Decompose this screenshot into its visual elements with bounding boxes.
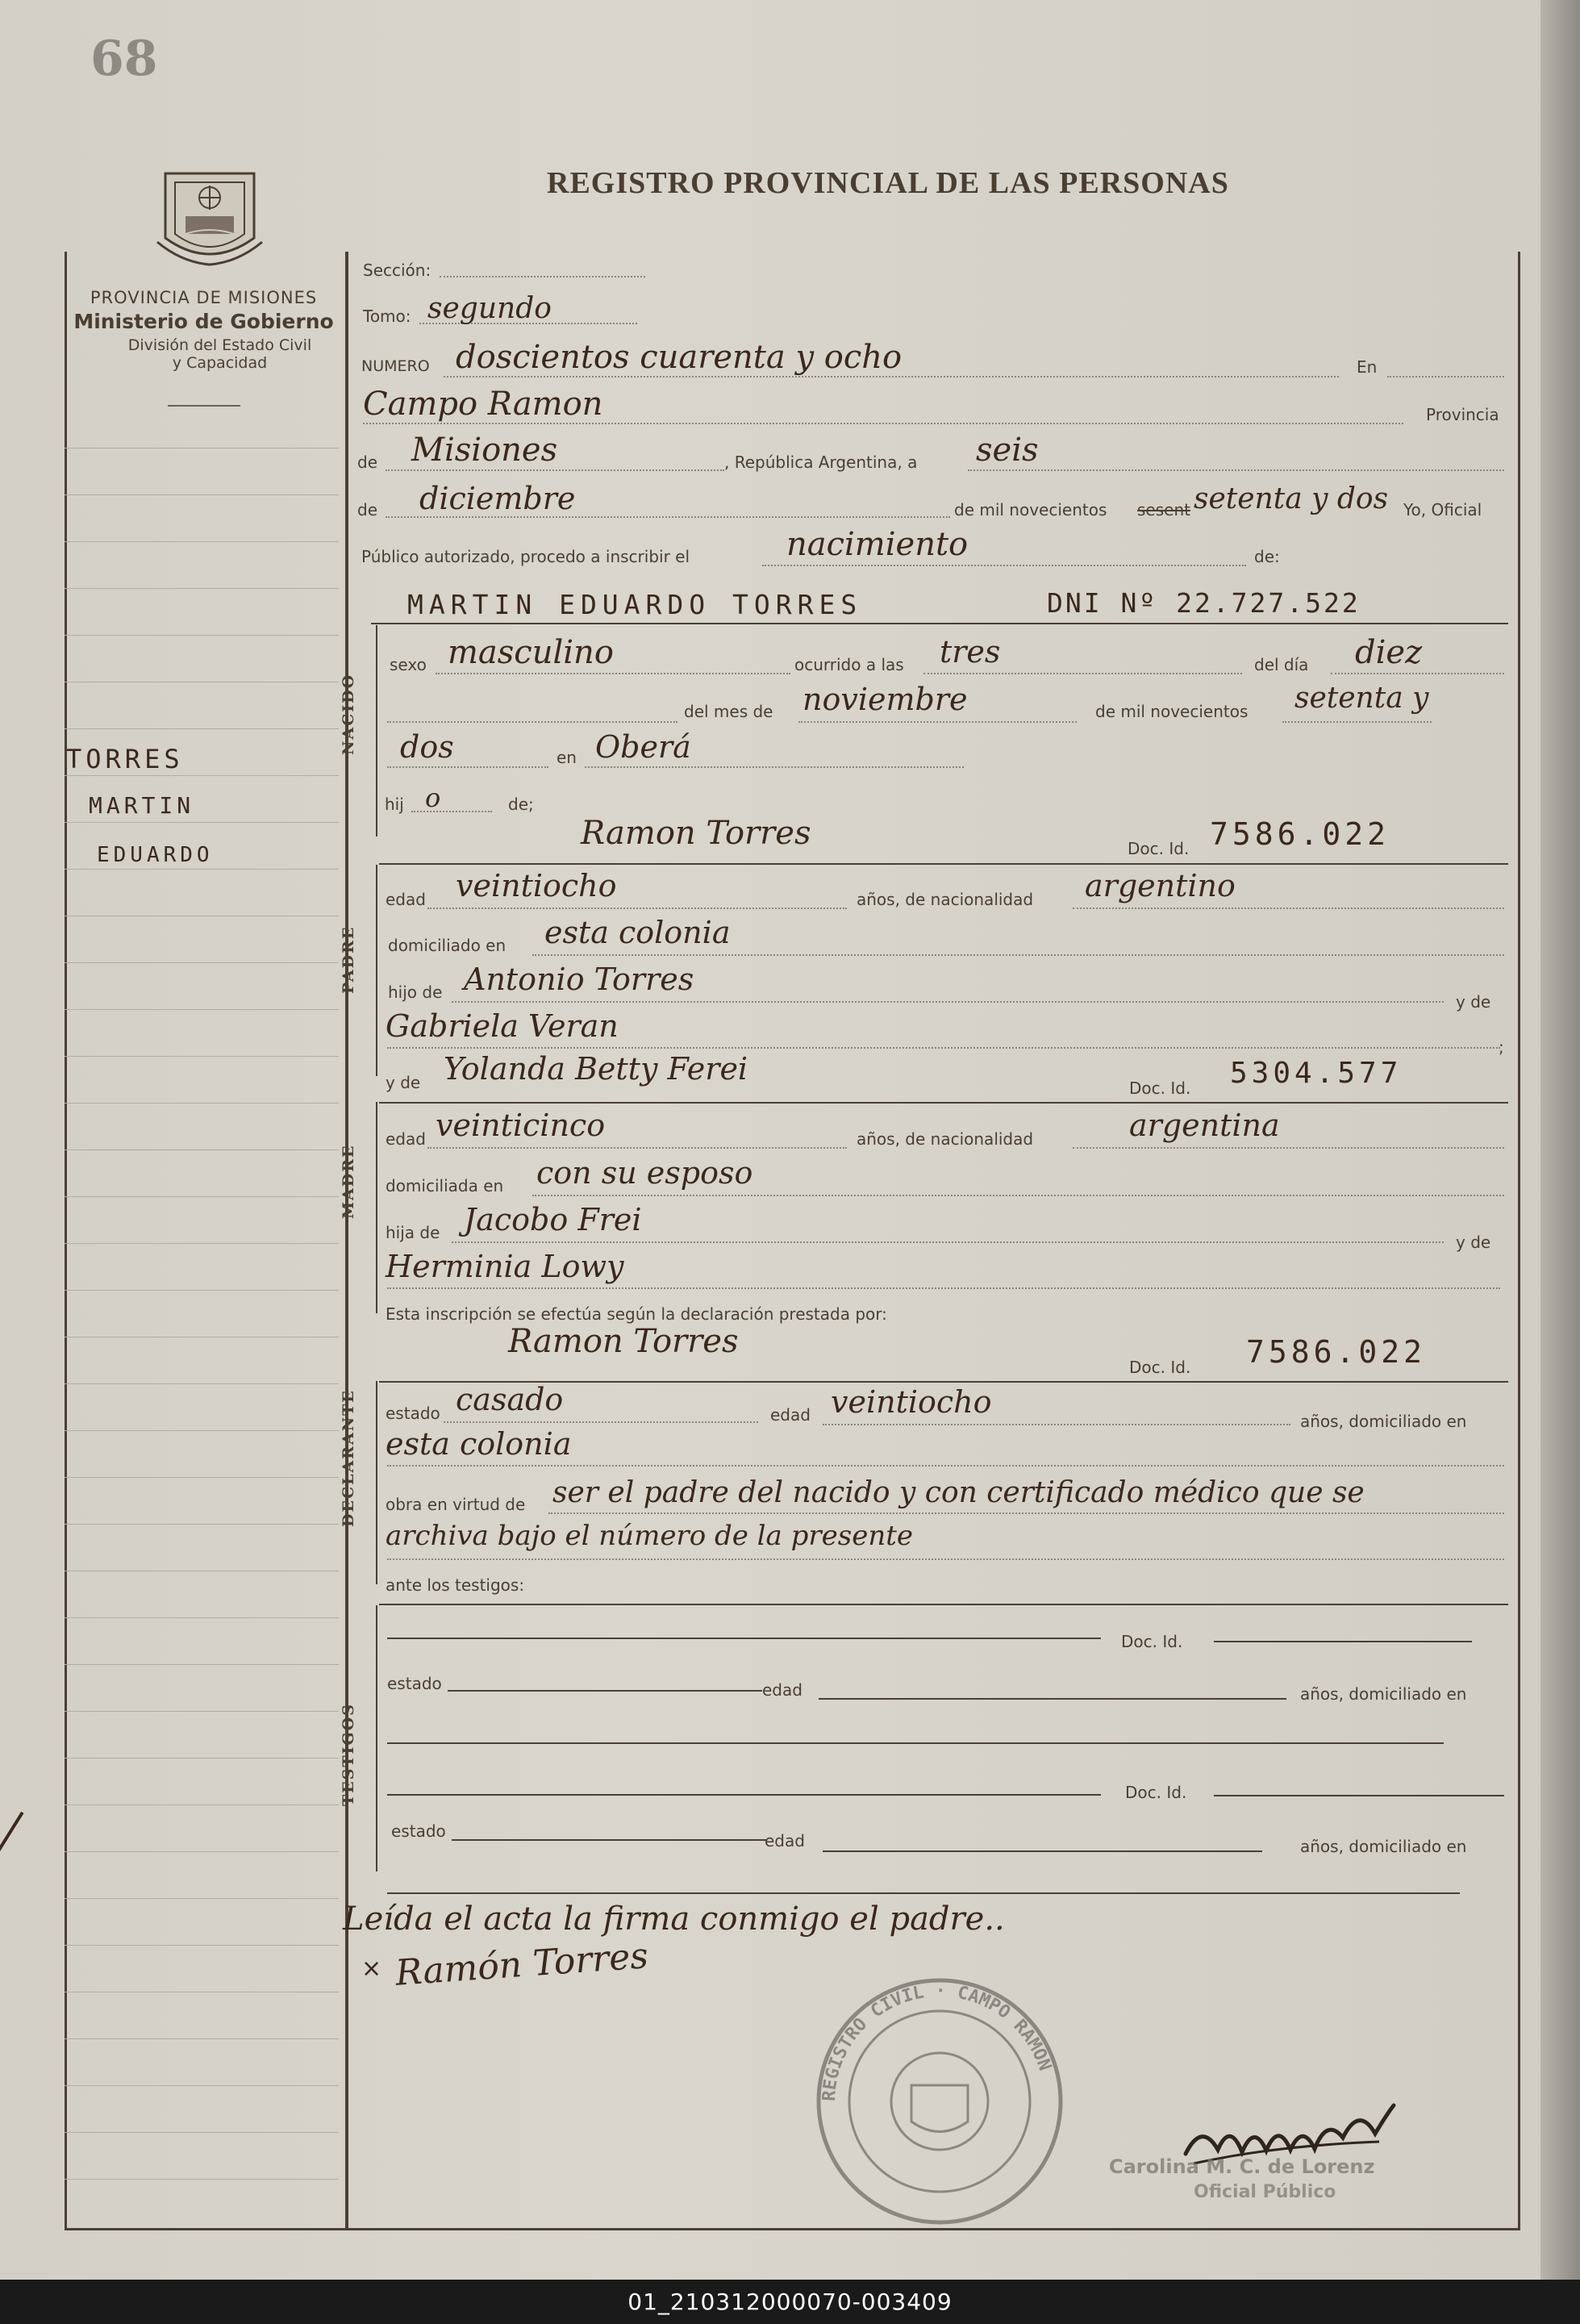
value-madre-dom: con su esposo xyxy=(536,1155,753,1191)
value-madre-nac: argentina xyxy=(1129,1108,1280,1143)
value-madre-edad: veinticinco xyxy=(436,1108,606,1143)
section-nacido: NACIDO xyxy=(340,673,357,755)
label-doc-declarante: Doc. Id. xyxy=(1129,1358,1191,1377)
label-de-1: de xyxy=(357,453,377,472)
label-provincia: Provincia xyxy=(1426,405,1499,424)
registry-seal-icon xyxy=(807,1968,1073,2234)
ruled-line xyxy=(65,588,339,589)
ruled-line xyxy=(65,2085,339,2086)
label-republica: , República Argentina, a xyxy=(724,453,918,472)
section-padre: PADRE xyxy=(340,925,357,995)
label-de-mil: de mil novecientos xyxy=(954,500,1107,519)
page-title: REGISTRO PROVINCIAL DE LAS PERSONAS xyxy=(547,166,1229,200)
label-anos-nac-padre: años, de nacionalidad xyxy=(857,890,1034,909)
label-seccion: Sección: xyxy=(363,261,431,280)
label-hij: hij xyxy=(385,795,404,814)
label-edad-declarante: edad xyxy=(770,1405,811,1425)
ruled-line xyxy=(65,1945,339,1946)
value-padre-padre: Antonio Torres xyxy=(464,962,694,997)
label-de-2: de xyxy=(357,500,377,519)
value-sexo: masculino xyxy=(448,634,614,671)
ruled-line xyxy=(65,1056,339,1057)
value-ano-nac: setenta y xyxy=(1294,682,1429,715)
label-doc-testigo-1: Doc. Id. xyxy=(1121,1632,1183,1651)
ruled-line xyxy=(65,1383,339,1384)
ruled-line xyxy=(65,1524,339,1525)
page-edge xyxy=(1540,0,1580,2280)
value-ano-tachado: sesent xyxy=(1137,500,1190,519)
official-stamp-name: Carolina M. C. de Lorenz xyxy=(1109,2155,1375,2178)
value-ano-acta: setenta y dos xyxy=(1194,482,1389,515)
ruled-line xyxy=(65,1103,339,1104)
value-declarante-edad: veintiocho xyxy=(831,1384,992,1420)
section-testigos: TESTIGOS xyxy=(340,1703,357,1806)
ruled-line xyxy=(65,2132,339,2133)
ruled-line xyxy=(65,775,339,776)
value-acto: nacimiento xyxy=(786,526,969,563)
label-estado-declarante: estado xyxy=(386,1404,440,1423)
value-madre-padre: Jacobo Frei xyxy=(464,1202,642,1237)
label-dom-padre: domiciliado en xyxy=(388,936,507,955)
value-dia-nac: diez xyxy=(1355,634,1423,671)
ruled-line xyxy=(65,494,339,495)
label-de-mil-nac: de mil novecientos xyxy=(1095,702,1249,721)
value-mes-acta: diciembre xyxy=(419,481,576,516)
ruled-line xyxy=(65,1851,339,1852)
value-padre-madre: Gabriela Veran xyxy=(386,1008,619,1044)
label-semicolon: ; xyxy=(1499,1037,1504,1057)
label-del-mes: del mes de xyxy=(684,702,773,721)
label-doc-testigo-2: Doc. Id. xyxy=(1125,1783,1187,1802)
province-seal-icon xyxy=(149,153,270,274)
label-hija-de: hija de xyxy=(386,1223,440,1242)
label-edad-testigo-2: edad xyxy=(765,1831,805,1850)
issuer-capacity: y Capacidad xyxy=(172,354,268,372)
value-lugar: Campo Ramon xyxy=(363,386,603,423)
ruled-line xyxy=(65,822,339,823)
image-caption: 01_210312000070-003409 xyxy=(0,2280,1580,2324)
value-dia-acta: seis xyxy=(976,432,1039,469)
ruled-line xyxy=(65,2179,339,2180)
label-dom-madre: domiciliada en xyxy=(386,1176,504,1195)
label-tomo: Tomo: xyxy=(363,307,411,326)
value-declarante-doc: 7586.022 xyxy=(1246,1334,1427,1370)
value-madre-nombre: Yolanda Betty Ferei xyxy=(444,1051,748,1087)
value-numero: doscientos cuarenta y ocho xyxy=(456,339,903,376)
label-edad-testigo-1: edad xyxy=(762,1680,803,1700)
folio-number: 68 xyxy=(90,31,158,87)
value-nombre-completo: MARTIN EDUARDO TORRES xyxy=(407,589,863,620)
label-de-colon: de: xyxy=(1254,547,1280,566)
ruled-line xyxy=(65,1758,339,1759)
ruled-line xyxy=(65,448,339,449)
value-madre-madre: Herminia Lowy xyxy=(386,1249,624,1284)
value-hora: tres xyxy=(940,634,1001,670)
label-doc-padre: Doc. Id. xyxy=(1128,839,1190,858)
ruled-line xyxy=(65,1430,339,1431)
value-obra-2: archiva bajo el número de la presente xyxy=(386,1520,914,1552)
label-en-nac: en xyxy=(557,748,577,767)
label-publico: Público autorizado, procedo a inscribir el xyxy=(361,547,690,566)
label-y-de-padre: y de xyxy=(1456,992,1491,1012)
ruled-line xyxy=(65,1664,339,1665)
ruled-line xyxy=(65,1290,339,1291)
issuer-block xyxy=(65,288,343,372)
issuer-province: PROVINCIA DE MISIONES xyxy=(90,288,318,307)
margin-note-surname: TORRES xyxy=(66,744,184,774)
svg-text:REGISTRO CIVIL · CAMPO RAMON xyxy=(819,1981,1055,2101)
ruled-line xyxy=(65,1617,339,1618)
value-declarante-dom: esta colonia xyxy=(386,1426,572,1462)
ruled-line xyxy=(65,635,339,636)
value-lugar-nac: Oberá xyxy=(595,729,691,765)
ruled-line xyxy=(65,541,339,542)
label-anos-dom-testigo-1: años, domiciliado en xyxy=(1300,1684,1467,1704)
ruled-line xyxy=(65,1149,339,1150)
label-de-semicolon: de; xyxy=(508,795,534,814)
label-doc-madre: Doc. Id. xyxy=(1129,1079,1191,1098)
section-madre: MADRE xyxy=(340,1144,357,1220)
value-ano-nac2: dos xyxy=(400,729,454,765)
section-declarante: DECLARANTE xyxy=(340,1389,357,1527)
official-stamp-title: Oficial Público xyxy=(1194,2182,1336,2202)
label-anos-dom-declarante: años, domiciliado en xyxy=(1300,1412,1467,1431)
ruled-line xyxy=(65,1196,339,1197)
label-ocurrido: ocurrido a las xyxy=(794,655,904,674)
ruled-line xyxy=(65,2038,339,2039)
label-y-de-madre-2: y de xyxy=(1456,1233,1491,1252)
label-edad-padre: edad xyxy=(386,890,426,909)
label-anos-dom-testigo-2: años, domiciliado en xyxy=(1300,1837,1467,1856)
label-en: En xyxy=(1357,357,1378,377)
ruled-line xyxy=(65,1009,339,1010)
label-anos-nac-madre: años, de nacionalidad xyxy=(857,1129,1034,1149)
seal-ring-text: REGISTRO CIVIL · CAMPO RAMON xyxy=(819,1980,1055,2102)
value-dni: DNI Nº 22.727.522 xyxy=(1047,587,1361,619)
label-y-de-madre: y de xyxy=(386,1073,421,1092)
label-esta-inscripcion: Esta inscripción se efectúa según la declaración prestada por: xyxy=(386,1304,887,1324)
signature-padre: Ramón Torres xyxy=(394,1935,650,1994)
ruled-line xyxy=(65,728,339,729)
value-padre-edad: veintiocho xyxy=(456,868,617,903)
issuer-ministry: Ministerio de Gobierno xyxy=(73,310,334,333)
value-padre-nac: argentino xyxy=(1085,868,1236,903)
value-padre-nombre: Ramon Torres xyxy=(581,815,811,852)
ruled-line xyxy=(65,869,339,870)
value-declarante-estado: casado xyxy=(456,1382,564,1417)
ruled-line xyxy=(65,1477,339,1478)
closing-note: Leída el acta la firma conmigo el padre.. xyxy=(343,1901,1005,1938)
value-obra-1: ser el padre del nacido y con certificado médico que se xyxy=(552,1476,1365,1509)
signature-mark: × xyxy=(361,1955,382,1983)
ruled-line xyxy=(65,1898,339,1899)
value-tomo: segundo xyxy=(427,292,552,325)
label-estado-testigo-2: estado xyxy=(391,1821,446,1841)
label-estado-testigo-1: estado xyxy=(387,1674,442,1693)
label-ante: ante los testigos: xyxy=(386,1575,525,1595)
label-numero: NUMERO xyxy=(361,357,430,375)
label-sexo: sexo xyxy=(390,655,427,674)
ruled-line xyxy=(65,1711,339,1712)
value-madre-doc: 5304.577 xyxy=(1230,1057,1403,1090)
value-provincia: Misiones xyxy=(411,432,558,469)
label-hijo-de: hijo de xyxy=(388,983,443,1002)
margin-note-middle: EDUARDO xyxy=(97,843,214,867)
value-padre-dom: esta colonia xyxy=(544,915,731,950)
ruled-line xyxy=(65,1243,339,1244)
issuer-division: División del Estado Civil xyxy=(127,336,312,354)
value-hij-suffix: o xyxy=(425,782,441,813)
value-declarante-nombre: Ramon Torres xyxy=(508,1323,739,1360)
value-padre-doc: 7586.022 xyxy=(1210,816,1390,852)
label-del-dia: del día xyxy=(1254,655,1309,674)
value-mes-nac: noviembre xyxy=(803,682,968,717)
label-obra: obra en virtud de xyxy=(386,1495,526,1514)
label-yo-oficial: Yo, Oficial xyxy=(1403,500,1482,519)
label-edad-madre: edad xyxy=(386,1129,426,1149)
margin-note-first: MARTIN xyxy=(89,792,195,819)
ruled-line xyxy=(65,962,339,963)
